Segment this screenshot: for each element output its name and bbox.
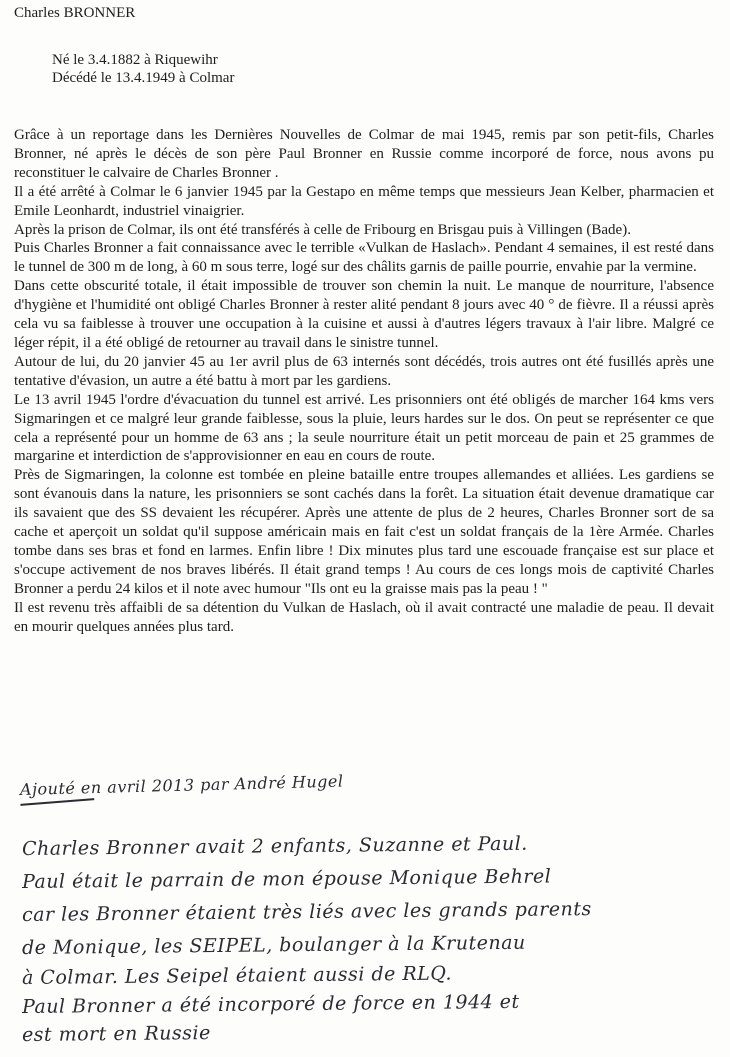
handwritten-heading-text: Ajouté en avril 2013 par André Hugel [19, 771, 344, 799]
handwritten-line: à Colmar. Les Seipel étaient aussi de RLQ. [21, 962, 453, 989]
life-dates [52, 51, 234, 87]
paragraph: Dans cette obscurité totale, il était impossible de trouver son chemin la nuit. Le manque de nourriture, l'absence d'hygiène et l'humidité ont obligé Charles Bronner à rester alité pendant 8 jours avec 40 ° de fièvre. Il a réussi après cela vu sa faiblesse à trouver une occupation à la cuisine et aussi à d'autres légers travaux à l'air libre. Malgré ce léger répit, il a été obligé de retourner au travail dans le sinistre tunnel. [14, 278, 714, 351]
paragraph: Il est revenu très affaibli de sa détention du Vulkan de Haslach, où il avait contracté une maladie de peau. Il devait en mourir quelques années plus tard. [14, 599, 714, 635]
paragraph: Il a été arrêté à Colmar le 6 janvier 1945 par la Gestapo en même temps que messieurs Jean Kelber, pharmacien et Emile Leonhardt, industriel vinaigrier. [14, 183, 714, 219]
paragraph: Le 13 avril 1945 l'ordre d'évacuation du tunnel est arrivé. Les prisonniers ont été obligés de marcher 164 kms vers Sigmaringen et ce malgré leur grande faiblesse, sous la pluie, leurs hardes sur le dos. On peut se représenter ce que cela a représenté pour un homme de 63 ans ; la seule nourriture était un petit morceau de pain et 25 grammes de margarine et interdiction de s'approvisionner en eau en cours de route. [14, 391, 714, 465]
handwritten-line: car les Bronner étaient très liés avec les grands parents [21, 898, 592, 926]
birth-line: Né le 3.4.1882 à Riquewihr [52, 52, 218, 68]
handwritten-line: Charles Bronner avait 2 enfants, Suzanne et Paul. [21, 832, 528, 860]
person-name: Charles BRONNER [14, 5, 136, 21]
handwritten-line: de Monique, les SEIPEL, boulanger à la Krutenau [21, 931, 526, 959]
death-line: Décédé le 13.4.1949 à Colmar [52, 70, 235, 86]
paragraph: Après la prison de Colmar, ils ont été transférés à celle de Fribourg en Brisgau puis à Villingen (Bade). [14, 221, 631, 238]
handwritten-line: est mort en Russie [21, 1022, 211, 1046]
handwritten-line: Paul était le parrain de mon épouse Monique Behrel [21, 865, 552, 893]
handwritten-line: Paul Bronner a été incorporé de force en 1944 et [21, 990, 520, 1018]
biography-text [14, 126, 714, 636]
paragraph: Autour de lui, du 20 janvier 45 au 1er avril plus de 63 internés sont décédés, trois autres ont été fusillés après une tentative d'évasion, un autre a été battu à mort par les gardiens. [14, 353, 714, 389]
handwritten-underline [20, 798, 94, 806]
handwritten-heading [20, 772, 344, 799]
paragraph: Près de Sigmaringen, la colonne est tombée en pleine bataille entre troupes allemandes et alliées. Les gardiens se sont évanouis dans la nature, les prisonniers se sont cachés dans la forêt. La situation était devenue dramatique car ils savaient que des SS devaient les récupérer. Après une attente de plus de 2 heures, Charles Bronner sort de sa cache et aperçoit un soldat qu'il suppose américain mais en fait c'est un soldat français de la 1ère Armée. Charles tombe dans ses bras et fond en larmes. Enfin libre ! Dix minutes plus tard une escouade française est sur place et s'occupe activement de nos braves libérés. Il était grand temps ! Au cours de ces longs mois de captivité Charles Bronner a perdu 24 kilos et il note avec humour "Ils ont eu la graisse mais pas la peau ! " [14, 467, 714, 597]
paragraph: Puis Charles Bronner a fait connaissance avec le terrible «Vulkan de Haslach». Pendant 4 semaines, il est resté dans le tunnel de 300 m de long, à 60 m sous terre, logé sur des châlits garnis de paille pourrie, envahie par la vermine. [14, 240, 714, 276]
paragraph: Grâce à un reportage dans les Dernières Nouvelles de Colmar de mai 1945, remis par son petit-fils, Charles Bronner, né après le décès de son père Paul Bronner en Russie comme incorporé de force, nous avons pu reconstituer le calvaire de Charles Bronner . [14, 127, 714, 181]
